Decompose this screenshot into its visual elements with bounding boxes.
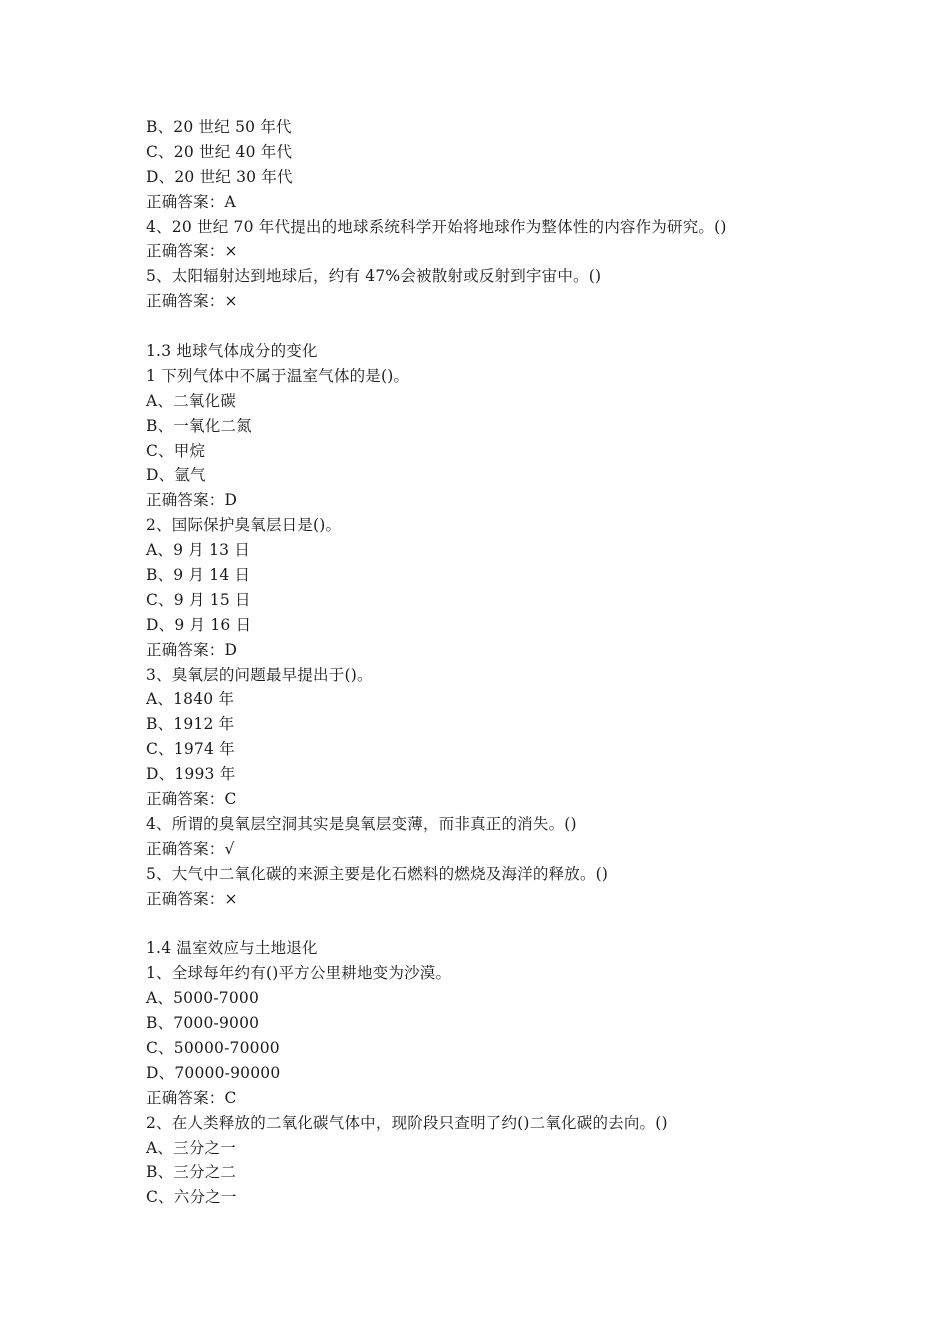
option-b: B、三分之二 <box>146 1163 237 1182</box>
spacer <box>146 314 846 339</box>
question-5: 5、太阳辐射达到地球后，约有 47%会被散射或反射到宇宙中。() <box>146 267 602 286</box>
answer-line: 正确答案：× <box>146 292 238 311</box>
section-title: 1.3 地球气体成分的变化 <box>146 342 318 361</box>
answer-line: 正确答案：C <box>146 1088 237 1107</box>
question-2: 2、国际保护臭氧层日是()。 <box>146 516 342 535</box>
option-b: B、一氧化二氮 <box>146 416 252 435</box>
answer-line: 正确答案：D <box>146 640 238 659</box>
answer-line: 正确答案：× <box>146 242 238 261</box>
question-4: 4、所谓的臭氧层空洞其实是臭氧层变薄，而非真正的消失。() <box>146 814 577 833</box>
question-5: 5、大气中二氧化碳的来源主要是化石燃料的燃烧及海洋的释放。() <box>146 864 609 883</box>
option-b: B、7000-9000 <box>146 1014 260 1033</box>
option-d: D、1993 年 <box>146 765 236 784</box>
option-d: D、20 世纪 30 年代 <box>146 167 293 186</box>
question-3: 3、臭氧层的问题最早提出于()。 <box>146 665 373 684</box>
document-page <box>146 115 846 1210</box>
answer-line: 正确答案：D <box>146 491 238 510</box>
option-c: C、1974 年 <box>146 740 235 759</box>
answer-line: 正确答案：C <box>146 790 237 809</box>
option-c: C、20 世纪 40 年代 <box>146 142 293 161</box>
answer-line: 正确答案：√ <box>146 839 235 858</box>
question-1: 1、全球每年约有()平方公里耕地变为沙漠。 <box>146 964 452 983</box>
option-a: A、5000-7000 <box>146 989 260 1008</box>
question-1: 1 下列气体中不属于温室气体的是()。 <box>146 366 410 385</box>
spacer <box>146 912 846 937</box>
option-a: A、1840 年 <box>146 690 235 709</box>
option-a: A、二氧化碳 <box>146 391 236 410</box>
option-d: D、70000-90000 <box>146 1063 281 1082</box>
option-a: A、三分之一 <box>146 1138 236 1157</box>
option-c: C、9 月 15 日 <box>146 590 251 609</box>
option-b: B、9 月 14 日 <box>146 566 251 585</box>
option-a: A、9 月 13 日 <box>146 541 251 560</box>
option-c: C、50000-70000 <box>146 1038 280 1057</box>
option-c: C、六分之一 <box>146 1188 237 1207</box>
question-4: 4、20 世纪 70 年代提出的地球系统科学开始将地球作为整体性的内容作为研究。() <box>146 217 727 236</box>
section-title: 1.4 温室效应与土地退化 <box>146 939 318 958</box>
option-d: D、氩气 <box>146 466 206 485</box>
option-b: B、20 世纪 50 年代 <box>146 118 292 136</box>
answer-line: 正确答案：× <box>146 889 238 908</box>
option-b: B、1912 年 <box>146 715 235 734</box>
answer-line: 正确答案：A <box>146 192 236 211</box>
question-2: 2、在人类释放的二氧化碳气体中，现阶段只查明了约()二氧化碳的去向。() <box>146 1113 668 1132</box>
option-c: C、甲烷 <box>146 441 206 460</box>
option-d: D、9 月 16 日 <box>146 615 252 634</box>
